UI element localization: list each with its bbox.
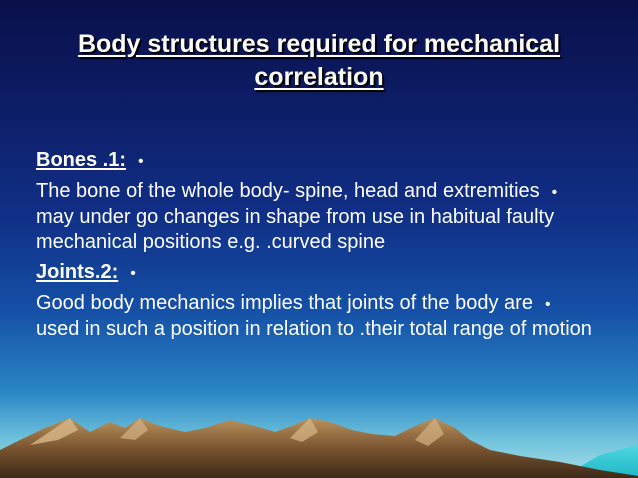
bullet-icon: • (130, 265, 136, 282)
list-item-bones-description (36, 179, 596, 255)
bullet-icon: • (551, 184, 558, 201)
list-item-text: The bone of the whole body- spine, head and extremities may under go changes in shape from use in habitual faulty mechanical positions e.g. .curved spine (36, 180, 555, 253)
list-item-text: Good body mechanics implies that joints of the body are used in such a position in relation to .their total range of motion (36, 292, 592, 340)
list-item-joints-heading (36, 260, 596, 286)
bullet-list (36, 148, 596, 347)
list-item-text: :Bones .1 (36, 149, 127, 171)
bullet-icon: • (138, 153, 144, 170)
list-item-bones-heading (36, 148, 596, 174)
list-item-text: :Joints.2 (36, 261, 119, 283)
slide-title: Body structures required for mechanical correlation (77, 30, 561, 91)
list-item-joints-description (36, 291, 596, 342)
bullet-icon: • (544, 296, 551, 313)
